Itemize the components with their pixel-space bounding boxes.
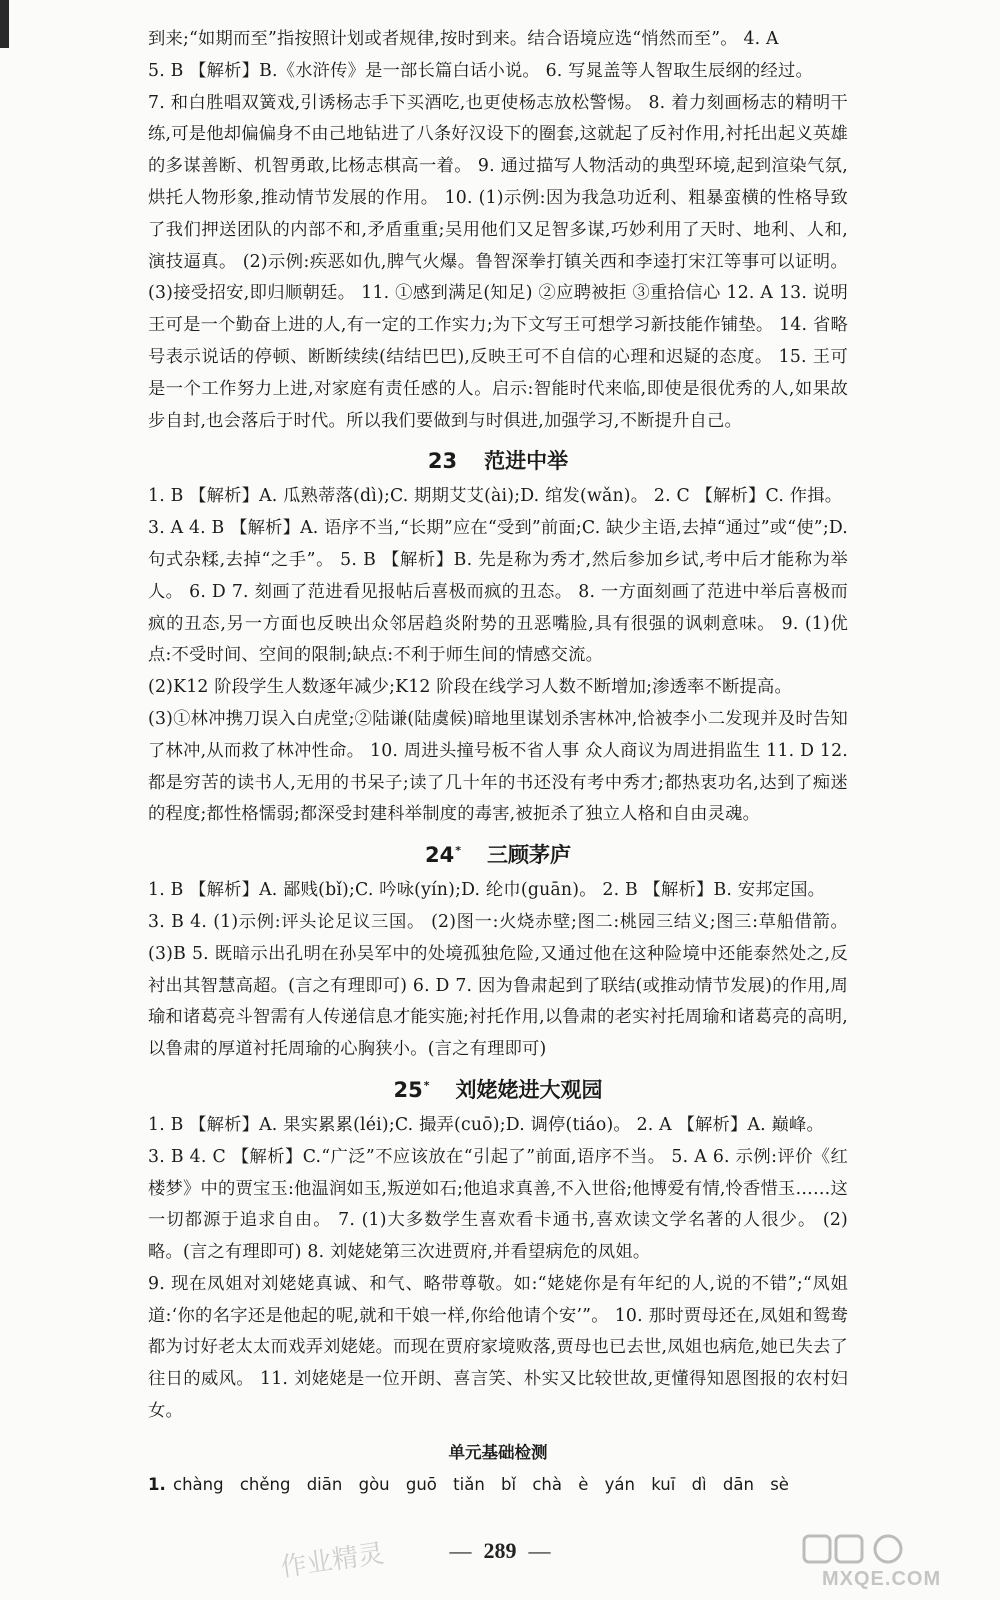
section-name: 三顾茅庐 xyxy=(487,843,571,868)
pinyin-word: gòu xyxy=(358,1474,390,1494)
paragraph: 到来;“如期而至”指按照计划或者规律,按时到来。结合语境应选“悄然而至”。 4. A xyxy=(148,29,779,49)
watermark-logo xyxy=(800,1530,980,1590)
pinyin-word: chà xyxy=(532,1474,562,1494)
paragraph: 3. A 4. B 【解析】A. 语序不当,“长期”应在“受到”前面;C. 缺少主语,去掉“通过”或“使”;D. 句式杂糅,去掉“之手”。 5. B 【解析】B. 先是称为秀才,然后参加乡试,考中后才能称为举人。 6. D 7. 刻画了范进看见报帖后喜极而疯的丑态。 8. 一方面刻画了范进中举后喜极而疯的丑态,另一方面也反映出众邻居趋炎附势的丑恶嘴脸,具有很强的讽刺意味。 9. (1)优点:不受时间、空间的限制;缺点:不利于师生间的情感交流。 xyxy=(148,518,848,666)
pinyin-word: guō xyxy=(405,1474,437,1494)
pinyin-word: yán xyxy=(604,1474,635,1494)
paragraph: 1. B 【解析】A. 鄙贱(bǐ);C. 吟咏(yín);D. 纶巾(guān)。 2. B 【解析】B. 安邦定国。 xyxy=(148,880,826,901)
pinyin-word: dì xyxy=(691,1474,707,1494)
section-name: 刘姥姥进大观园 xyxy=(455,1077,603,1102)
section-23 xyxy=(148,441,848,831)
section-number: 23 xyxy=(427,449,458,474)
section-24 xyxy=(148,835,848,1066)
paragraph: 7. 和白胜唱双簧戏,引诱杨志手下买酒吃,也更使杨志放松警惕。 8. 着力刻画杨志的精明干练,可是他却偏偏身不由己地钻进了八条好汉设下的圈套,这就起了反衬作用,衬托出起义英雄的多谋善断、机智勇敢,比杨志棋高一着。 9. 通过描写人物活动的典型环境,起到渲染气氛,烘托人物形象,推动情节发展的作用。 10. (1)示例:因为我急功近利、粗暴蛮横的性格导致了我们押送团队的内部不和,矛盾重重;吴用他们又足智多谋,巧妙利用了天时、地利、人和,演技逼真。 (2)示例:疾恶如仇,脾气火爆。鲁智深拳打镇关西和李逵打宋江等事可以证明。 (3)接受招安,即归顺朝廷。 11. ①感到满足(知足) ②应聘被拒 ③重拾信心 12. A 13. 说明王可是一个勤奋上进的人,有一定的工作实力;为下文写王可想学习新技能作铺垫。 14. 省略号表示说话的停顿、断断续续(结结巴巴),反映王可不自信的心理和迟疑的态度。 15. 王可是一个工作努力上进,对家庭有责任感的人。启示:智能时代来临,即使是很优秀的人,如果故步自封,也会落后于时代。所以我们要做到与时俱进,加强学习,不断提升自己。 xyxy=(148,92,848,431)
answer-page xyxy=(148,24,848,1500)
pinyin-word: kuī xyxy=(651,1474,676,1494)
paragraph: 5. B 【解析】B.《水浒传》是一部长篇白话小说。 6. 写晁盖等人智取生辰纲的经过。 xyxy=(148,60,813,81)
paragraph: 9. 现在凤姐对刘姥姥真诚、和气、略带尊敬。如:“姥姥你是有年纪的人,说的不错”;“凤姐道:‘你的名字还是他起的呢,就和干娘一样,你给他请个安’”。 10. 那时贾母还在,凤姐和鸳鸯都为讨好老太太而戏弄刘姥姥。而现在贾府家境败落,贾母也已去世,凤姐也病危,她已失去了往日的威风。 11. 刘姥姥是一位开朗、喜言笑、朴实又比较世故,更懂得知恩图报的农村妇女。 xyxy=(148,1273,848,1422)
watermark-stamp-text: 作业精灵 xyxy=(278,1538,386,1584)
question-number: 1. xyxy=(148,1474,166,1494)
paragraph: 1. B 【解析】A. 果实累累(léi);C. 撮弄(cuō);D. 调停(tiáo)。 2. A 【解析】A. 巅峰。 xyxy=(148,1114,824,1135)
section-title xyxy=(148,1070,848,1106)
paragraph: 3. B 4. C 【解析】C.“广泛”不应该放在“引起了”前面,语序不当。 5. A 6. 示例:评价《红楼梦》中的贾宝玉:他温润如玉,叛逆如石;他追求真善,不入世俗;他博爱有情,怜香惜玉……这一切都源于追求自由。 7. (1)大多数学生喜欢看卡通书,喜欢读文学名著的人很少。 (2)略。(言之有理即可) 8. 刘姥姥第三次进贾府,并看望病危的凤姐。 xyxy=(148,1146,848,1263)
left-edge-bar xyxy=(0,0,9,48)
pinyin-word: tiǎn xyxy=(453,1474,485,1494)
section-title xyxy=(148,835,848,871)
paragraph: (3)①林冲携刀误入白虎堂;②陆谦(陆虞候)暗地里谋划杀害林冲,恰被李小二发现并及时告知了林冲,从而救了林冲性命。 10. 周进头撞号板不省人事 众人商议为周进捐监生 11. D 12. 都是穷苦的读书人,无用的书呆子;读了几十年的书还没有考中秀才;都热衷功名,达到了痴迷的程度;都性格懦弱;都深受封建科举制度的毒害,被扼杀了独立人格和自由灵魂。 xyxy=(148,708,848,825)
pinyin-word: chěng xyxy=(239,1474,291,1494)
watermark-site: MXQE.COM xyxy=(822,1568,942,1590)
section-name: 范进中举 xyxy=(484,449,569,474)
pinyin-answer-line xyxy=(148,1470,848,1500)
pinyin-word: sè xyxy=(770,1474,789,1494)
section-number: 25* xyxy=(393,1077,430,1102)
unit-test-title: 单元基础检测 xyxy=(448,1442,548,1462)
pinyin-word: è xyxy=(578,1474,589,1494)
answer-logo-icon xyxy=(800,1530,920,1570)
pinyin-word: dān xyxy=(722,1474,754,1494)
page-number-value: 289 xyxy=(483,1538,517,1563)
section-title xyxy=(148,441,848,477)
paragraph: 1. B 【解析】A. 瓜熟蒂落(dì);C. 期期艾艾(ài);D. 绾发(wǎn)。 2. C 【解析】C. 作揖。 xyxy=(148,486,843,507)
unit-test xyxy=(148,1438,848,1500)
section-number: 24* xyxy=(425,843,461,868)
pinyin-word: chàng xyxy=(173,1474,224,1494)
paragraph: 3. B 4. (1)示例:评头论足议三国。 (2)图一:火烧赤壁;图二:桃园三结义;图三:草船借箭。 (3)B 5. 既暗示出孔明在孙吴军中的处境孤独危险,又通过他在这种险境中还能泰然处之,反衬出其智慧高超。(言之有理即可) 6. D 7. 因为鲁肃起到了联结(或推动情节发展)的作用,周瑜和诸葛亮斗智需有人传递信息才能实施;衬托作用,以鲁肃的老实衬托周瑜和诸葛亮的高明,以鲁肃的厚道衬托周瑜的心胸狭小。(言之有理即可) xyxy=(148,911,848,1060)
pinyin-word: diān xyxy=(306,1474,343,1494)
section-25 xyxy=(148,1070,848,1428)
pinyin-word: bǐ xyxy=(501,1474,517,1494)
paragraph: (2)K12 阶段学生人数逐年减少;K12 阶段在线学习人数不断增加;渗透率不断提高。 xyxy=(148,677,792,698)
page-number: — 289 — xyxy=(449,1538,551,1563)
